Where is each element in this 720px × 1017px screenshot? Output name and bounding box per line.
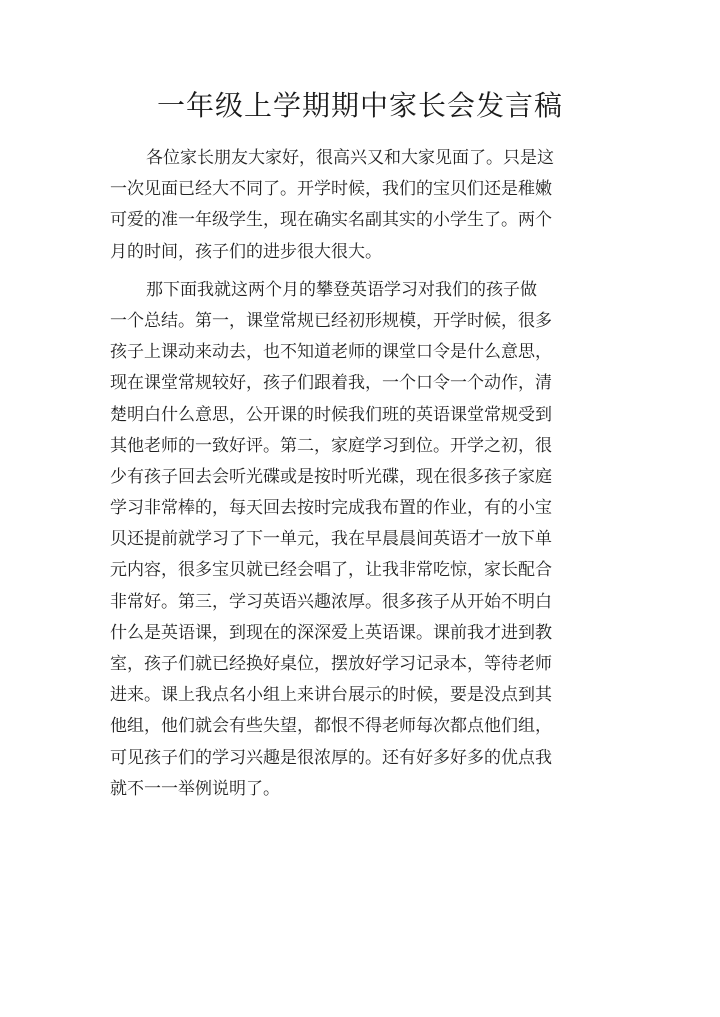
paragraph-2-line-15: 他组，他们就会有些失望，都恨不得老师每次都点他们组， [110, 716, 552, 737]
paragraph-2-line-8: 学习非常棒的，每天回去按时完成我布置的作业，有的小宝 [110, 498, 552, 519]
paragraph-1-line-2: 一次见面已经大不同了。开学时候，我们的宝贝们还是稚嫩 [110, 179, 552, 200]
paragraph-2-line-7: 少有孩子回去会听光碟或是按时听光碟，现在很多孩子家庭 [110, 466, 552, 487]
paragraph-2-line-13: 室，孩子们就已经换好桌位，摆放好学习记录本，等待老师 [110, 654, 552, 674]
paragraph-2-line-10: 元内容，很多宝贝就已经会唱了，让我非常吃惊，家长配合 [110, 560, 552, 581]
paragraph-2-line-6: 其他老师的一致好评。第二，家庭学习到位。开学之初，很 [110, 435, 552, 456]
paragraph-2-line-12: 什么是英语课，到现在的深深爱上英语课。课前我才进到教 [110, 622, 552, 643]
paragraph-2-line-1: 那下面我就这两个月的攀登英语学习对我们的孩子做 [146, 279, 537, 300]
paragraph-gap [110, 268, 630, 275]
paragraph-2-line-3: 孩子上课动来动去，也不知道老师的课堂口令是什么意思， [110, 342, 552, 363]
document-title: 一年级上学期期中家长会发言稿 [156, 89, 563, 122]
paragraph-2-line-2: 一个总结。第一，课堂常规已经初形规模，开学时候，很多 [110, 310, 552, 331]
paragraph-2-line-17: 就不一一举例说明了。 [110, 778, 280, 799]
paragraph-2-line-4: 现在课堂常规较好，孩子们跟着我，一个口令一个动作，清 [110, 373, 552, 394]
paragraph-2-line-11: 非常好。第三，学习英语兴趣浓厚。很多孩子从开始不明白 [110, 591, 552, 612]
paragraph-2-line-14: 进来。课上我点名小组上来讲台展示的时候，要是没点到其 [110, 685, 552, 706]
paragraph-1-line-1: 各位家长朋友大家好，很高兴又和大家见面了。只是这 [146, 148, 554, 168]
paragraph-2-line-5: 楚明白什么意思，公开课的时候我们班的英语课堂常规受到 [110, 404, 552, 425]
document-body [110, 143, 630, 805]
paragraph-1-line-3: 可爱的准一年级学生，现在确实名副其实的小学生了。两个 [110, 210, 552, 231]
paragraph-1-line-4: 月的时间，孩子们的进步很大很大。 [110, 241, 382, 262]
paragraph-2-line-9: 贝还提前就学习了下一单元，我在早晨晨间英语才一放下单 [110, 529, 552, 550]
paragraph-2-line-16: 可见孩子们的学习兴趣是很浓厚的。还有好多好多的优点我 [110, 747, 552, 768]
